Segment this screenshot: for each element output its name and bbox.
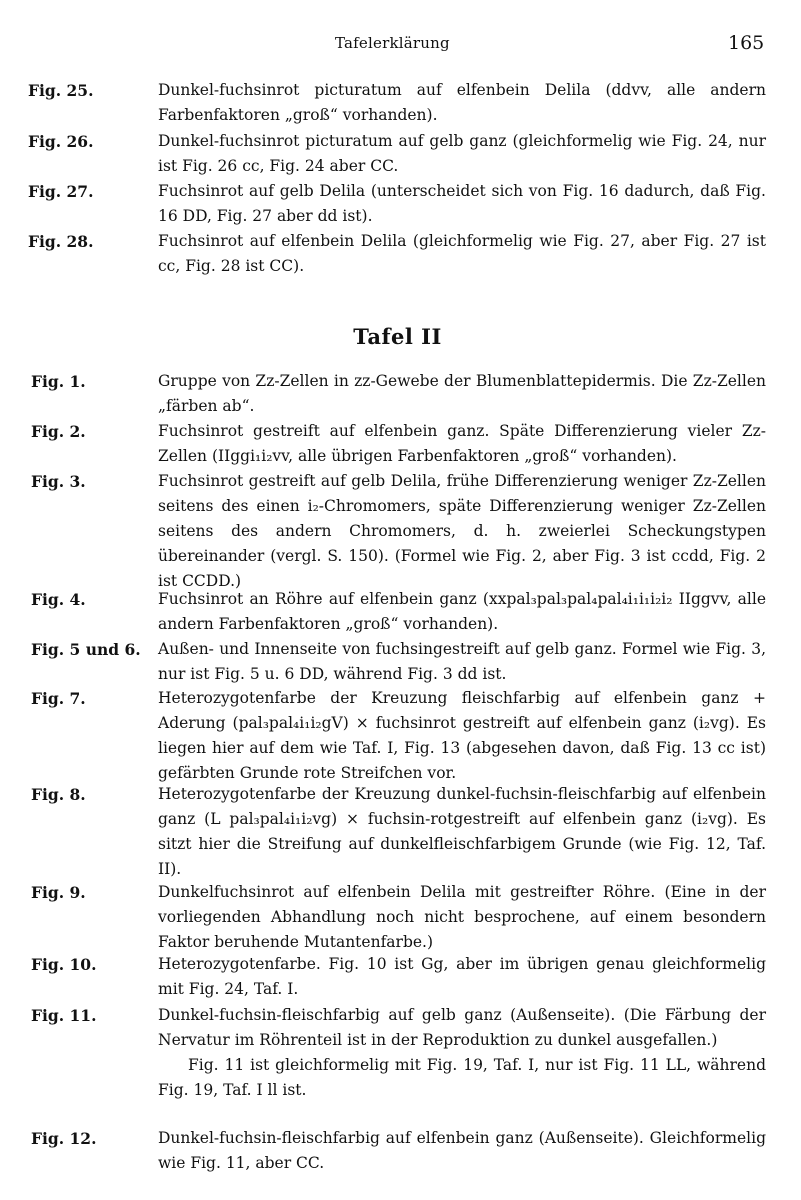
- figure-label: Fig. 3.: [31, 472, 86, 491]
- figure-label: Fig. 4.: [31, 590, 86, 609]
- figure-description: Fuchsinrot gestreift auf gelb Delila, frühe Differenzierung weniger Zz-Zellen seitens des einen i₂-Chromomers, späte Differenzierung weniger Zz-Zellen seitens des andern Chromomers, d. h. zweierlei Scheckungstypen übereinander (vergl. S. 150). (Formel wie Fig. 2, aber Fig. 3 ist ccdd, Fig. 2 ist CCDD.): [158, 472, 766, 590]
- figure-label: Fig. 10.: [31, 955, 97, 974]
- figure-label: Fig. 1.: [31, 372, 86, 391]
- figure-description: Heterozygotenfarbe der Kreuzung dunkel-fuchsin-fleischfarbig auf elfenbein ganz (L pal₃pal₄i₁i₂vg) × fuchsin-rotgestreift auf elfenbein ganz (i₂vg). Es sitzt hier die Streifung auf dunkelfleischfarbigem Grunde (wie Fig. 12, Taf. II).: [158, 785, 766, 878]
- figure-description: Dunkel-fuchsin-fleischfarbig auf gelb ganz (Außenseite). (Die Färbung der Nervatur im Röhrenteil ist in der Reproduktion zu dunkel ausgefallen.) Fig. 11 ist gleichformelig mit Fig. 19, Taf. I, nur ist Fig. 11 LL, während Fig. 19, Taf. I ll ist.: [158, 1003, 766, 1103]
- figure-description: Fuchsinrot auf gelb Delila (unterscheidet sich von Fig. 16 dadurch, daß Fig. 16 DD, Fig. 27 aber dd ist).: [158, 182, 766, 225]
- figure-label: Fig. 25.: [28, 81, 94, 100]
- plate-heading: Tafel II: [353, 324, 442, 349]
- figure-description: Fuchsinrot an Röhre auf elfenbein ganz (xxpal₃pal₃pal₄pal₄i₁i₁i₂i₂ IIggvv, alle andern Farbenfaktoren „groß“ vorhanden).: [158, 590, 766, 633]
- figure-description: Dunkel-fuchsinrot picturatum auf elfenbein Delila (ddvv, alle andern Farbenfaktoren „groß“ vorhanden).: [158, 81, 766, 124]
- figure-label: Fig. 26.: [28, 132, 94, 151]
- figure-label: Fig. 5 und 6.: [31, 640, 141, 659]
- figure-description: Gruppe von Zz-Zellen in zz-Gewebe der Blumenblattepidermis. Die Zz-Zellen „färben ab“.: [158, 372, 766, 415]
- figure-description: Außen- und Innenseite von fuchsingestreift auf gelb ganz. Formel wie Fig. 3, nur ist Fig. 5 u. 6 DD, während Fig. 3 dd ist.: [158, 640, 766, 683]
- figure-description: Dunkelfuchsinrot auf elfenbein Delila mit gestreifter Röhre. (Eine in der vorliegenden Abhandlung noch nicht besprochene, auf einem besondern Faktor beruhende Mutantenfarbe.): [158, 883, 766, 951]
- figure-description: Dunkel-fuchsin-fleischfarbig auf elfenbein ganz (Außenseite). Gleichformelig wie Fig. 11, aber CC.: [158, 1129, 766, 1172]
- figure-label: Fig. 11.: [31, 1006, 97, 1025]
- figure-description-continuation: Fig. 11 ist gleichformelig mit Fig. 19, Taf. I, nur ist Fig. 11 LL, während Fig. 19, Taf. I ll ist.: [158, 1056, 766, 1099]
- figure-label: Fig. 7.: [31, 689, 86, 708]
- figure-description: Fuchsinrot gestreift auf elfenbein ganz. Späte Differenzierung vieler Zz-Zellen (IIggi₁i₂vv, alle übrigen Farbenfaktoren „groß“ vorhanden).: [158, 422, 766, 465]
- figure-label: Fig. 27.: [28, 182, 94, 201]
- figure-label: Fig. 28.: [28, 232, 94, 251]
- running-header: [0, 32, 801, 56]
- figure-label: Fig. 9.: [31, 883, 86, 902]
- figure-label: Fig. 12.: [31, 1129, 97, 1148]
- figure-description: Fuchsinrot auf elfenbein Delila (gleichformelig wie Fig. 27, aber Fig. 27 ist cc, Fig. 28 ist CC).: [158, 232, 766, 275]
- figure-label: Fig. 8.: [31, 785, 86, 804]
- page-number: 165: [728, 32, 765, 54]
- figure-description: Heterozygotenfarbe. Fig. 10 ist Gg, aber im übrigen genau gleichformelig mit Fig. 24, Taf. I.: [158, 955, 766, 998]
- figure-description: Dunkel-fuchsinrot picturatum auf gelb ganz (gleichformelig wie Fig. 24, nur ist Fig. 26 cc, Fig. 24 aber CC.: [158, 132, 766, 175]
- figure-label: Fig. 2.: [31, 422, 86, 441]
- running-title: Tafelerklärung: [335, 34, 450, 52]
- figure-description: Heterozygotenfarbe der Kreuzung fleischfarbig auf elfenbein ganz + Aderung (pal₃pal₄i₁i₂gV) × fuchsinrot gestreift auf elfenbein ganz (i₂vg). Es liegen hier auf dem wie Taf. I, Fig. 13 (abgesehen davon, daß Fig. 13 cc ist) gefärbten Grunde rote Streifchen vor.: [158, 689, 766, 782]
